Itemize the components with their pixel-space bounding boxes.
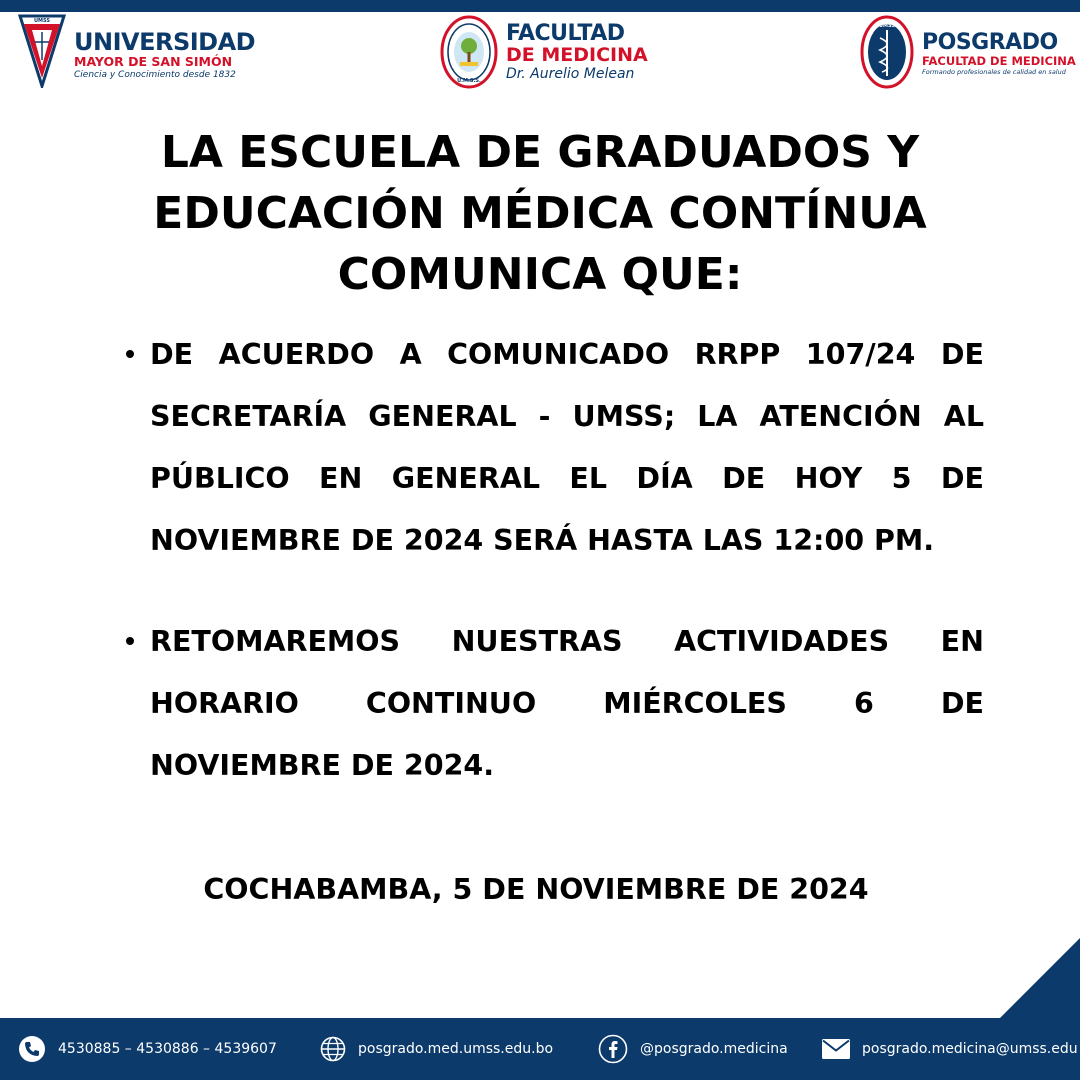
svg-text:UMSS: UMSS <box>33 18 51 24</box>
posgrado-subtitle: FACULTAD DE MEDICINA <box>922 54 1076 68</box>
globe-icon <box>320 1036 346 1062</box>
bullet-1-line-2: SECRETARÍA GENERAL - UMSS; LA ATENCIÓN AL <box>150 400 984 433</box>
posgrado-logo <box>860 14 1076 90</box>
facebook-text: @posgrado.medicina <box>640 1041 788 1057</box>
email-text: posgrado.medicina@umss.edu <box>862 1041 1078 1057</box>
bullet-dot <box>126 350 134 358</box>
facultad-seal-icon <box>440 14 498 90</box>
svg-text:UMSS: UMSS <box>878 23 896 29</box>
bullet-dot <box>126 637 134 645</box>
umss-tagline: Ciencia y Conocimiento desde 1832 <box>74 70 236 80</box>
corner-decoration <box>1000 938 1080 1018</box>
posgrado-seal-icon <box>860 14 914 90</box>
umss-shield-icon <box>18 14 66 88</box>
facultad-logo <box>440 14 648 90</box>
heading-line-3: COMUNICA QUE: <box>337 249 743 300</box>
date-line: COCHABAMBA, 5 DE NOVIEMBRE DE 2024 <box>203 873 869 906</box>
heading-line-1: LA ESCUELA DE GRADUADOS Y <box>160 127 920 178</box>
bullet-2-line-1: RETOMAREMOS NUESTRAS ACTIVIDADES EN <box>150 625 984 658</box>
page-heading <box>80 122 1000 305</box>
facultad-title: FACULTAD <box>506 21 625 46</box>
website-text: posgrado.med.umss.edu.bo <box>358 1041 554 1057</box>
posgrado-title: POSGRADO <box>922 30 1058 55</box>
phone-icon <box>18 1035 46 1063</box>
phone-text: 4530885 – 4530886 – 4539607 <box>58 1041 277 1057</box>
bullet-2-line-2: HORARIO CONTINUO MIÉRCOLES 6 DE <box>150 687 984 720</box>
facultad-tagline: Dr. Aurelio Melean <box>506 66 635 82</box>
footer-website[interactable] <box>320 1018 553 1080</box>
top-bar <box>0 0 1080 12</box>
bullet-1-line-3: PÚBLICO EN GENERAL EL DÍA DE HOY 5 DE <box>150 462 984 495</box>
footer-facebook[interactable] <box>598 1018 788 1080</box>
umss-logo <box>18 14 255 88</box>
bullet-item-1 <box>150 324 984 572</box>
mail-icon <box>822 1039 850 1059</box>
footer-phone[interactable] <box>18 1018 277 1080</box>
posgrado-tagline: Formando profesionales de calidad en salud <box>922 68 1066 76</box>
umss-subtitle: MAYOR DE SAN SIMÓN <box>74 54 233 69</box>
bullet-1-line-1: DE ACUERDO A COMUNICADO RRPP 107/24 DE <box>150 338 984 371</box>
svg-text:U.M.S.S.: U.M.S.S. <box>457 78 481 84</box>
footer-email[interactable] <box>822 1018 1078 1080</box>
facultad-subtitle: DE MEDICINA <box>506 44 648 66</box>
bullet-2-line-3: NOVIEMBRE DE 2024. <box>150 749 495 782</box>
umss-title: UNIVERSIDAD <box>74 28 256 56</box>
bullet-1-line-4: NOVIEMBRE DE 2024 SERÁ HASTA LAS 12:00 PM. <box>150 524 935 557</box>
bullet-item-2 <box>150 611 984 797</box>
footer-bar <box>0 1018 1080 1080</box>
heading-line-2: EDUCACIÓN MÉDICA CONTÍNUA <box>153 188 927 239</box>
facebook-icon <box>598 1034 628 1064</box>
